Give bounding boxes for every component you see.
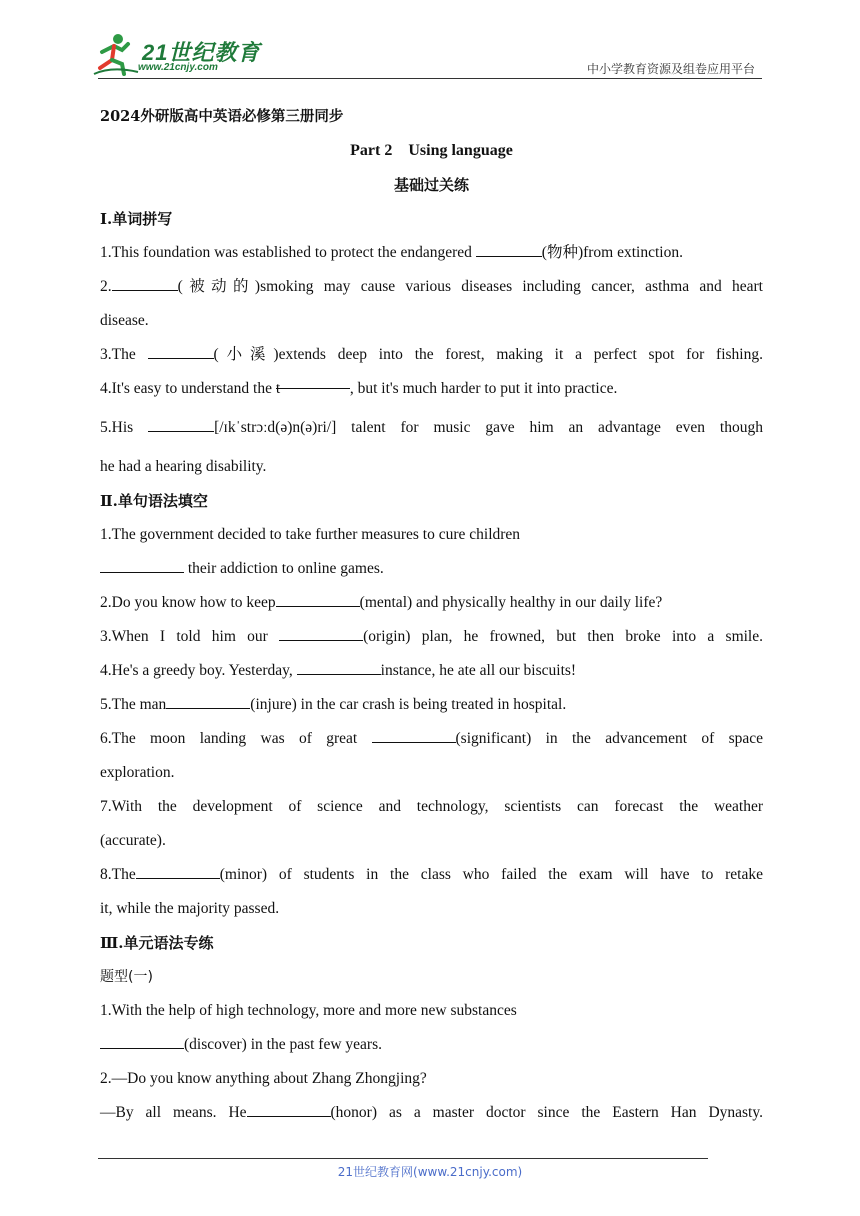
question-1-2 bbox=[100, 270, 763, 304]
answer-blank[interactable] bbox=[100, 1032, 184, 1049]
question-1-4 bbox=[100, 372, 763, 406]
footer-divider bbox=[98, 1158, 708, 1159]
section-heading-2: Ⅱ.单句语法填空 bbox=[100, 492, 208, 510]
q-text: (honor) as a master doctor since the Eastern Han Dynasty. bbox=[330, 1104, 763, 1121]
answer-blank[interactable] bbox=[100, 556, 184, 573]
question-2-8 bbox=[100, 858, 763, 892]
type-label: 题型(一) bbox=[100, 969, 153, 985]
q-text: 2. bbox=[100, 278, 112, 295]
doc-title: 2024外研版高中英语必修第三册同步 bbox=[100, 108, 344, 125]
page-header bbox=[0, 0, 860, 80]
q-text: (物种)from extinction. bbox=[541, 244, 683, 261]
question-3-1: 1.With the help of high technology, more and more new substances bbox=[100, 1002, 517, 1019]
q-text: (origin) plan, he frowned, but then broke into a smile. bbox=[363, 628, 763, 645]
q-text: [/ɪkˈstrɔːd(ə)n(ə)ri/] talent for music gave him an advantage even though bbox=[214, 419, 763, 436]
question-2-6 bbox=[100, 722, 763, 756]
question-2-4 bbox=[100, 654, 763, 688]
footer-text: 21世纪教育网(www.21cnjy.com) bbox=[337, 1165, 523, 1179]
q-text: 3.When I told him our bbox=[100, 628, 280, 645]
answer-blank[interactable] bbox=[297, 658, 381, 675]
runner-icon bbox=[92, 32, 140, 76]
q-text: , but it's much harder to put it into practice. bbox=[349, 380, 618, 397]
q-text: 4.It's easy to understand the bbox=[100, 380, 276, 397]
section-heading-3: Ⅲ.单元语法专练 bbox=[100, 934, 214, 952]
answer-blank[interactable] bbox=[247, 1100, 331, 1117]
q-text: (significant) in the advancement of space bbox=[455, 730, 764, 747]
subtitle: 基础过关练 bbox=[393, 176, 469, 194]
q-text: (injure) in the car crash is being treated in hospital. bbox=[250, 696, 567, 713]
question-2-6-cont: exploration. bbox=[100, 764, 175, 781]
question-2-7: 7.With the development of science and technology, scientists can forecast the weather bbox=[100, 798, 763, 815]
q-text: 2.Do you know how to keep bbox=[100, 594, 276, 611]
answer-blank[interactable] bbox=[148, 342, 214, 359]
q-text: (discover) in the past few years. bbox=[184, 1036, 382, 1053]
q-text: 3.The bbox=[100, 346, 148, 363]
question-1-5 bbox=[100, 406, 763, 450]
question-2-7-cont: (accurate). bbox=[100, 832, 166, 849]
q-text: 4.He's a greedy boy. Yesterday, bbox=[100, 662, 297, 679]
logo bbox=[92, 32, 262, 78]
question-3-2: 2.—Do you know anything about Zhang Zhongjing? bbox=[100, 1070, 427, 1087]
question-2-8-cont: it, while the majority passed. bbox=[100, 900, 280, 917]
question-1-1 bbox=[100, 236, 763, 270]
q-text: (mental) and physically healthy in our daily life? bbox=[359, 594, 663, 611]
question-3-1-cont bbox=[100, 1028, 763, 1062]
section-heading-1: Ⅰ.单词拼写 bbox=[100, 210, 173, 228]
q-text: instance, he ate all our biscuits! bbox=[380, 662, 577, 679]
question-1-5-cont: he had a hearing disability. bbox=[100, 458, 267, 475]
q-text: 8.The bbox=[100, 866, 136, 883]
q-text: 5.The man bbox=[100, 696, 167, 713]
question-2-2 bbox=[100, 586, 763, 620]
q-text: (被动的)smoking may cause various diseases including cancer, asthma and heart bbox=[177, 278, 763, 295]
answer-blank[interactable] bbox=[476, 240, 542, 257]
answer-blank[interactable] bbox=[136, 862, 220, 879]
answer-blank[interactable] bbox=[112, 274, 178, 291]
q-text: 1.This foundation was established to protect the endangered bbox=[100, 244, 476, 261]
q-text: 6.The moon landing was of great bbox=[100, 730, 372, 747]
q-text: 5.His bbox=[100, 419, 149, 436]
logo-text: 21世纪教育 bbox=[142, 40, 261, 65]
document-body bbox=[100, 100, 763, 1130]
question-2-3 bbox=[100, 620, 763, 654]
header-platform-text: 中小学教育资源及组卷应用平台 bbox=[586, 62, 755, 76]
question-2-1-cont bbox=[100, 552, 763, 586]
answer-blank[interactable] bbox=[279, 624, 363, 641]
question-1-3 bbox=[100, 338, 763, 372]
answer-blank[interactable] bbox=[276, 590, 360, 607]
question-1-2-cont: disease. bbox=[100, 312, 149, 329]
answer-blank[interactable] bbox=[372, 726, 456, 743]
first-letter-hint: t bbox=[275, 380, 281, 397]
q-text: (小溪)extends deep into the forest, making it a perfect spot for fishing. bbox=[213, 346, 763, 363]
question-2-5 bbox=[100, 688, 763, 722]
question-3-2-reply bbox=[100, 1096, 763, 1130]
answer-blank[interactable] bbox=[275, 372, 350, 397]
header-divider bbox=[98, 78, 762, 79]
part-title: Part 2 Using language bbox=[350, 142, 513, 159]
q-text: (minor) of students in the class who failed the exam will have to retake bbox=[219, 866, 763, 883]
q-text: —By all means. He bbox=[100, 1104, 247, 1121]
answer-blank[interactable] bbox=[166, 692, 250, 709]
q-text: their addiction to online games. bbox=[184, 560, 384, 577]
logo-url: www.21cnjy.com bbox=[138, 62, 218, 73]
question-2-1: 1.The government decided to take further measures to cure children bbox=[100, 526, 521, 543]
answer-blank[interactable] bbox=[148, 415, 214, 432]
